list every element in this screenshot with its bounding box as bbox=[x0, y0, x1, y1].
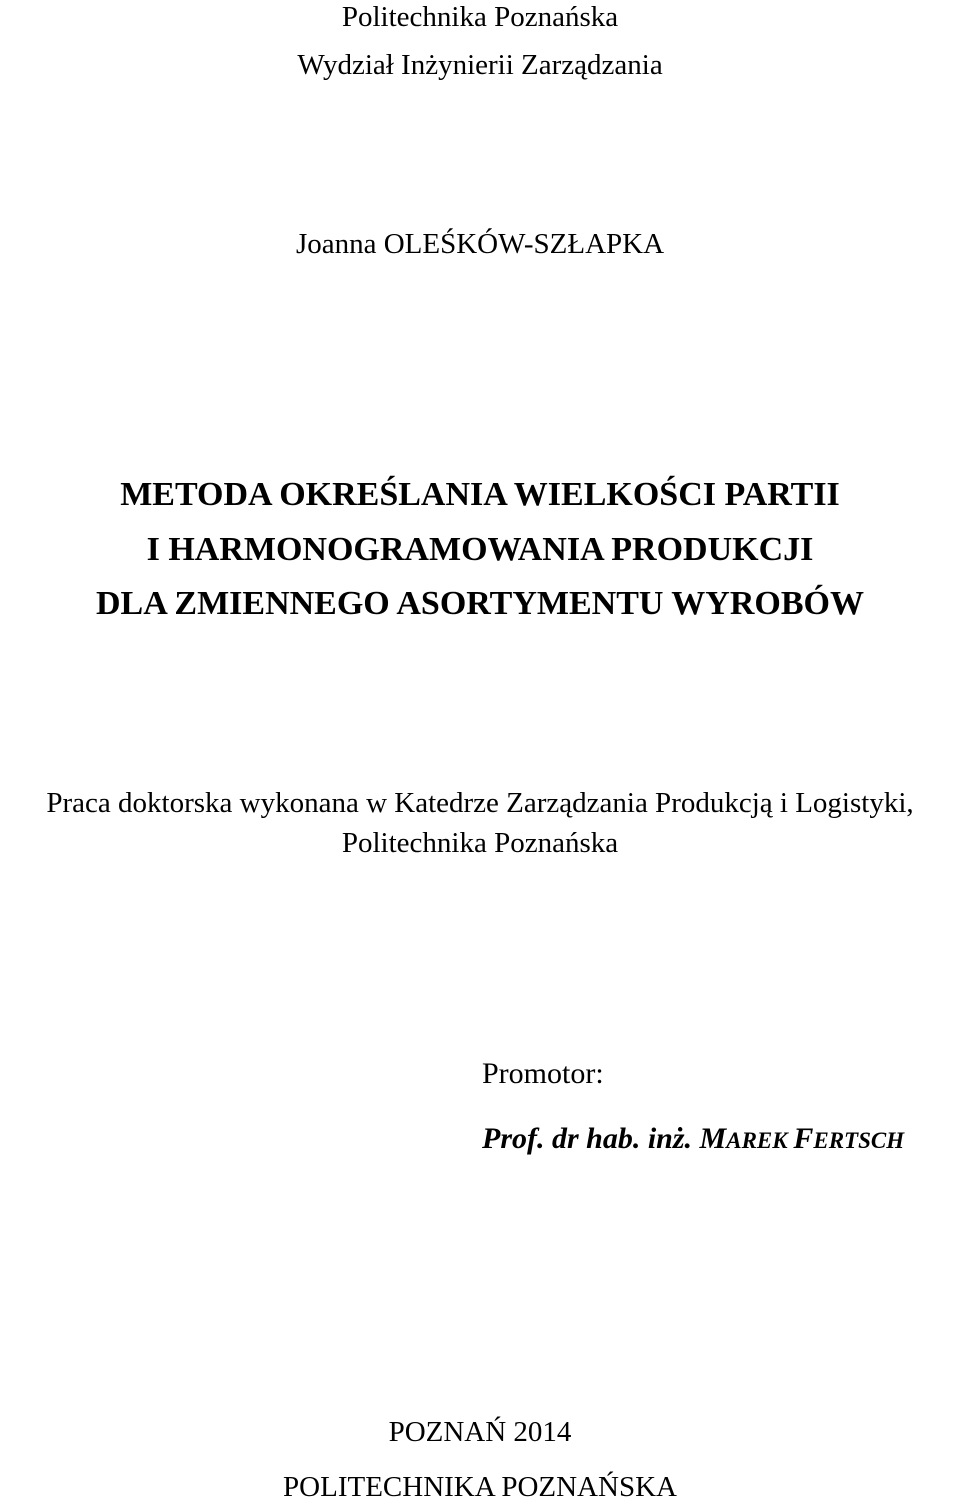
promotor-name bbox=[482, 1124, 904, 1154]
promotor-label: Promotor: bbox=[482, 1057, 604, 1090]
promotor-degree: Prof. dr hab. inż. bbox=[482, 1122, 700, 1155]
author-name: Joanna OLEŚKÓW-SZŁAPKA bbox=[295, 228, 665, 260]
promotor-last-rest: ERTSCH bbox=[813, 1128, 905, 1153]
promotor-first-rest: AREK bbox=[726, 1128, 788, 1153]
place-year: POZNAŃ 2014 bbox=[388, 1416, 572, 1448]
university-name: Politechnika Poznańska bbox=[341, 1, 619, 33]
institution-footer: POLITECHNIKA POZNAŃSKA bbox=[283, 1471, 677, 1503]
thesis-description-line-1: Praca doktorska wykonana w Katedrze Zarządzania Produkcją i Logistyki, bbox=[46, 787, 914, 819]
thesis-title-line-1: METODA OKREŚLANIA WIELKOŚCI PARTII bbox=[120, 476, 840, 513]
thesis-title-line-2: I HARMONOGRAMOWANIA PRODUKCJI bbox=[146, 531, 814, 568]
promotor-first-initial: M bbox=[699, 1122, 727, 1155]
thesis-description-line-2: Politechnika Poznańska bbox=[341, 827, 619, 859]
thesis-title-line-3: DLA ZMIENNEGO ASORTYMENTU WYROBÓW bbox=[95, 585, 864, 622]
faculty-name: Wydział Inżynierii Zarządzania bbox=[297, 49, 663, 81]
promotor-last-initial: F bbox=[793, 1122, 814, 1155]
